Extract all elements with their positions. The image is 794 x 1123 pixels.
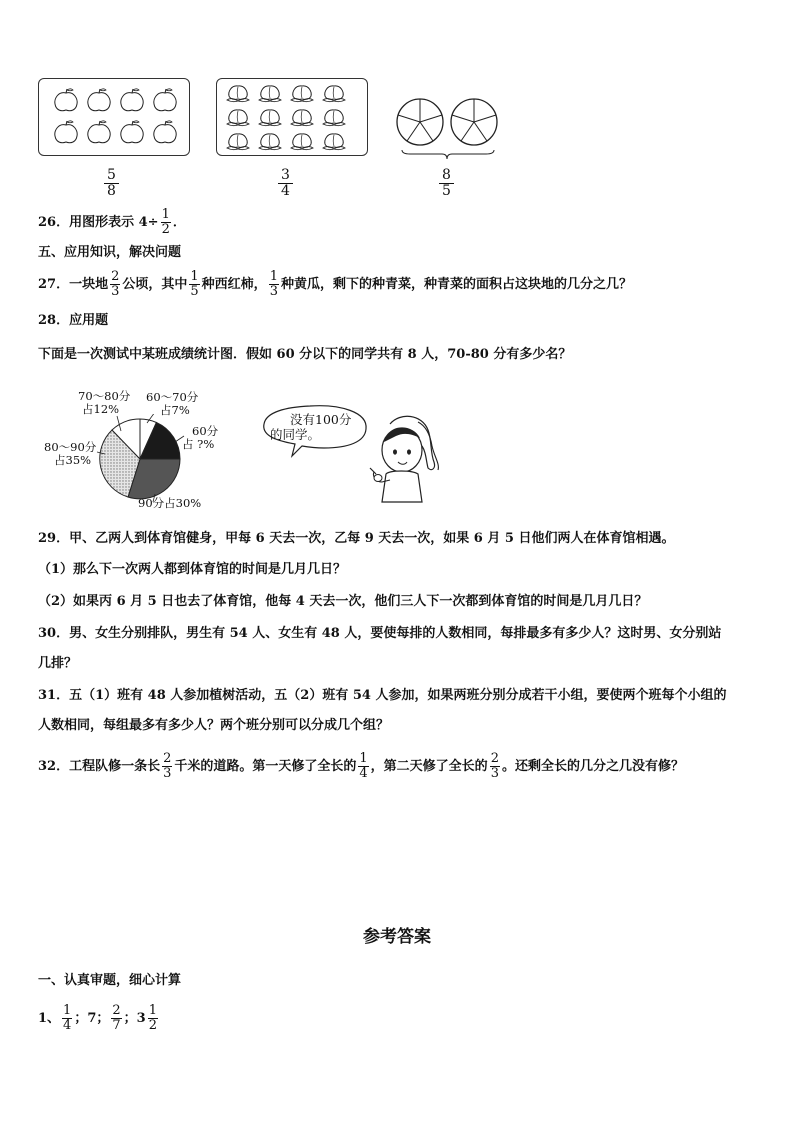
question-30-line-2: 几排？ bbox=[38, 656, 78, 671]
answer-section-heading: 一、认真审题，细心计算 bbox=[38, 973, 182, 988]
answer-title: 参考答案 bbox=[363, 927, 431, 947]
brace bbox=[402, 150, 494, 159]
fraction: $\frac{2}{3}$ bbox=[163, 751, 172, 781]
answer-1: 1、 $\frac{1}{4}$ ；7； $\frac{2}{7}$ ；3 $\frac{1}{2}$ bbox=[38, 1003, 157, 1033]
score-pie-chart bbox=[95, 414, 185, 504]
question-28-label: 28．应用题 bbox=[38, 313, 109, 328]
question-29-part-2: （2）如果丙 6 月 5 日也去了体育馆，他每 4 天去一次，他们三人下一次都到体育馆的时间是几月几日？ bbox=[38, 594, 648, 609]
question-27: 27．一块地 $\frac{2}{3}$ 公顷，其中 $\frac{1}{5}$ 种西红柿， $\frac{1}{3}$ 种黄瓜，剩下的种青菜，种青菜的面积占这块地的几分之几？ bbox=[38, 269, 632, 299]
apple-icon bbox=[121, 121, 143, 143]
question-29: 29．甲、乙两人到体育馆健身，甲每 6 天去一次，乙每 9 天去一次，如果 6 月 5 日他们两人在体育馆相遇。 bbox=[38, 531, 675, 546]
apple-icon bbox=[55, 121, 77, 143]
peach-icon bbox=[291, 134, 313, 150]
question-28-text: 下面是一次测试中某班成绩统计图．假如 60 分以下的同学共有 8 人，70-80 分有多少名？ bbox=[38, 347, 572, 362]
question-31-line-2: 人数相同，每组最多有多少人？两个班分别可以分成几个组？ bbox=[38, 718, 390, 733]
fraction-denominator: 4 bbox=[281, 183, 290, 199]
circle-sector-icon bbox=[397, 99, 443, 145]
peach-icon bbox=[323, 134, 345, 150]
peach-icon bbox=[227, 134, 249, 150]
apple-icon bbox=[154, 121, 176, 143]
pie-label-60-below: 60分 占 ?% bbox=[182, 424, 219, 451]
fraction: $\frac{2}{7}$ bbox=[112, 1003, 121, 1033]
apple-grid bbox=[39, 79, 189, 155]
peach-icon bbox=[227, 110, 249, 126]
fraction-numerator: 8 bbox=[439, 168, 454, 184]
peach-icon bbox=[227, 86, 249, 102]
fraction: $\frac{1}{2}$ bbox=[148, 1003, 157, 1033]
circle-sector-icon bbox=[451, 99, 497, 145]
apple-icon bbox=[88, 89, 110, 111]
apple-icon bbox=[121, 89, 143, 111]
speech-bubble-text: 没有100分 的同学。 bbox=[270, 412, 352, 442]
circle-figures bbox=[390, 92, 505, 162]
peach-icon bbox=[259, 86, 281, 102]
question-32: 32．工程队修一条长 $\frac{2}{3}$ 千米的道路。第一天修了全长的 $\frac{1}{4}$ ，第二天修了全长的 $\frac{2}{3}$ 。还剩全长的几分之几没有修？ bbox=[38, 751, 684, 781]
apple-box bbox=[38, 78, 190, 156]
section-heading: 五、应用知识，解决问题 bbox=[38, 245, 182, 260]
circle-fraction bbox=[439, 168, 454, 199]
fraction: $\frac{2}{3}$ bbox=[490, 751, 499, 781]
peach-fraction bbox=[278, 168, 293, 199]
question-30-line-1: 30．男、女生分别排队，男生有 54 人、女生有 48 人，要使每排的人数相同，每排最多有多少人？这时男、女分别站 bbox=[38, 626, 722, 641]
fraction: $\frac{1}{4}$ bbox=[359, 751, 368, 781]
fraction: $\frac{1}{4}$ bbox=[63, 1003, 72, 1033]
pie-label-70-80: 70～80分 占12% bbox=[78, 389, 131, 416]
pie-label-60-70: 60～70分 占7% bbox=[146, 390, 199, 417]
peach-icon bbox=[323, 110, 345, 126]
fraction-numerator: 5 bbox=[104, 168, 119, 184]
apple-icon bbox=[154, 89, 176, 111]
peach-icon bbox=[291, 86, 313, 102]
pie-label-80-90: 80～90分 占35% bbox=[44, 440, 97, 467]
fraction: $\frac{1}{5}$ bbox=[190, 269, 199, 299]
girl-illustration bbox=[360, 412, 445, 507]
fraction: $\frac{1}{3}$ bbox=[269, 269, 278, 299]
peach-icon bbox=[323, 86, 345, 102]
peach-box bbox=[216, 78, 368, 156]
fraction-denominator: 8 bbox=[107, 183, 116, 199]
peach-icon bbox=[259, 110, 281, 126]
peach-icon bbox=[291, 110, 313, 126]
fraction: $\frac{2}{3}$ bbox=[111, 269, 120, 299]
question-26: 26．用图形表示 4÷ $\frac{1}{2}$ ． bbox=[38, 207, 186, 237]
fraction-denominator: 5 bbox=[442, 183, 451, 199]
fraction: $\frac{1}{2}$ bbox=[161, 207, 170, 237]
question-31-line-1: 31．五（1）班有 48 人参加植树活动，五（2）班有 54 人参加，如果两班分别分成若干小组，要使两个班每个小组的 bbox=[38, 688, 727, 703]
fraction-numerator: 3 bbox=[278, 168, 293, 184]
question-29-part-1: （1）那么下一次两人都到体育馆的时间是几月几日？ bbox=[38, 562, 347, 577]
apple-fraction bbox=[104, 168, 119, 199]
peach-grid bbox=[217, 79, 367, 155]
apple-icon bbox=[55, 89, 77, 111]
apple-icon bbox=[88, 121, 110, 143]
peach-icon bbox=[259, 134, 281, 150]
pie-label-90: 90分占30% bbox=[138, 496, 202, 510]
